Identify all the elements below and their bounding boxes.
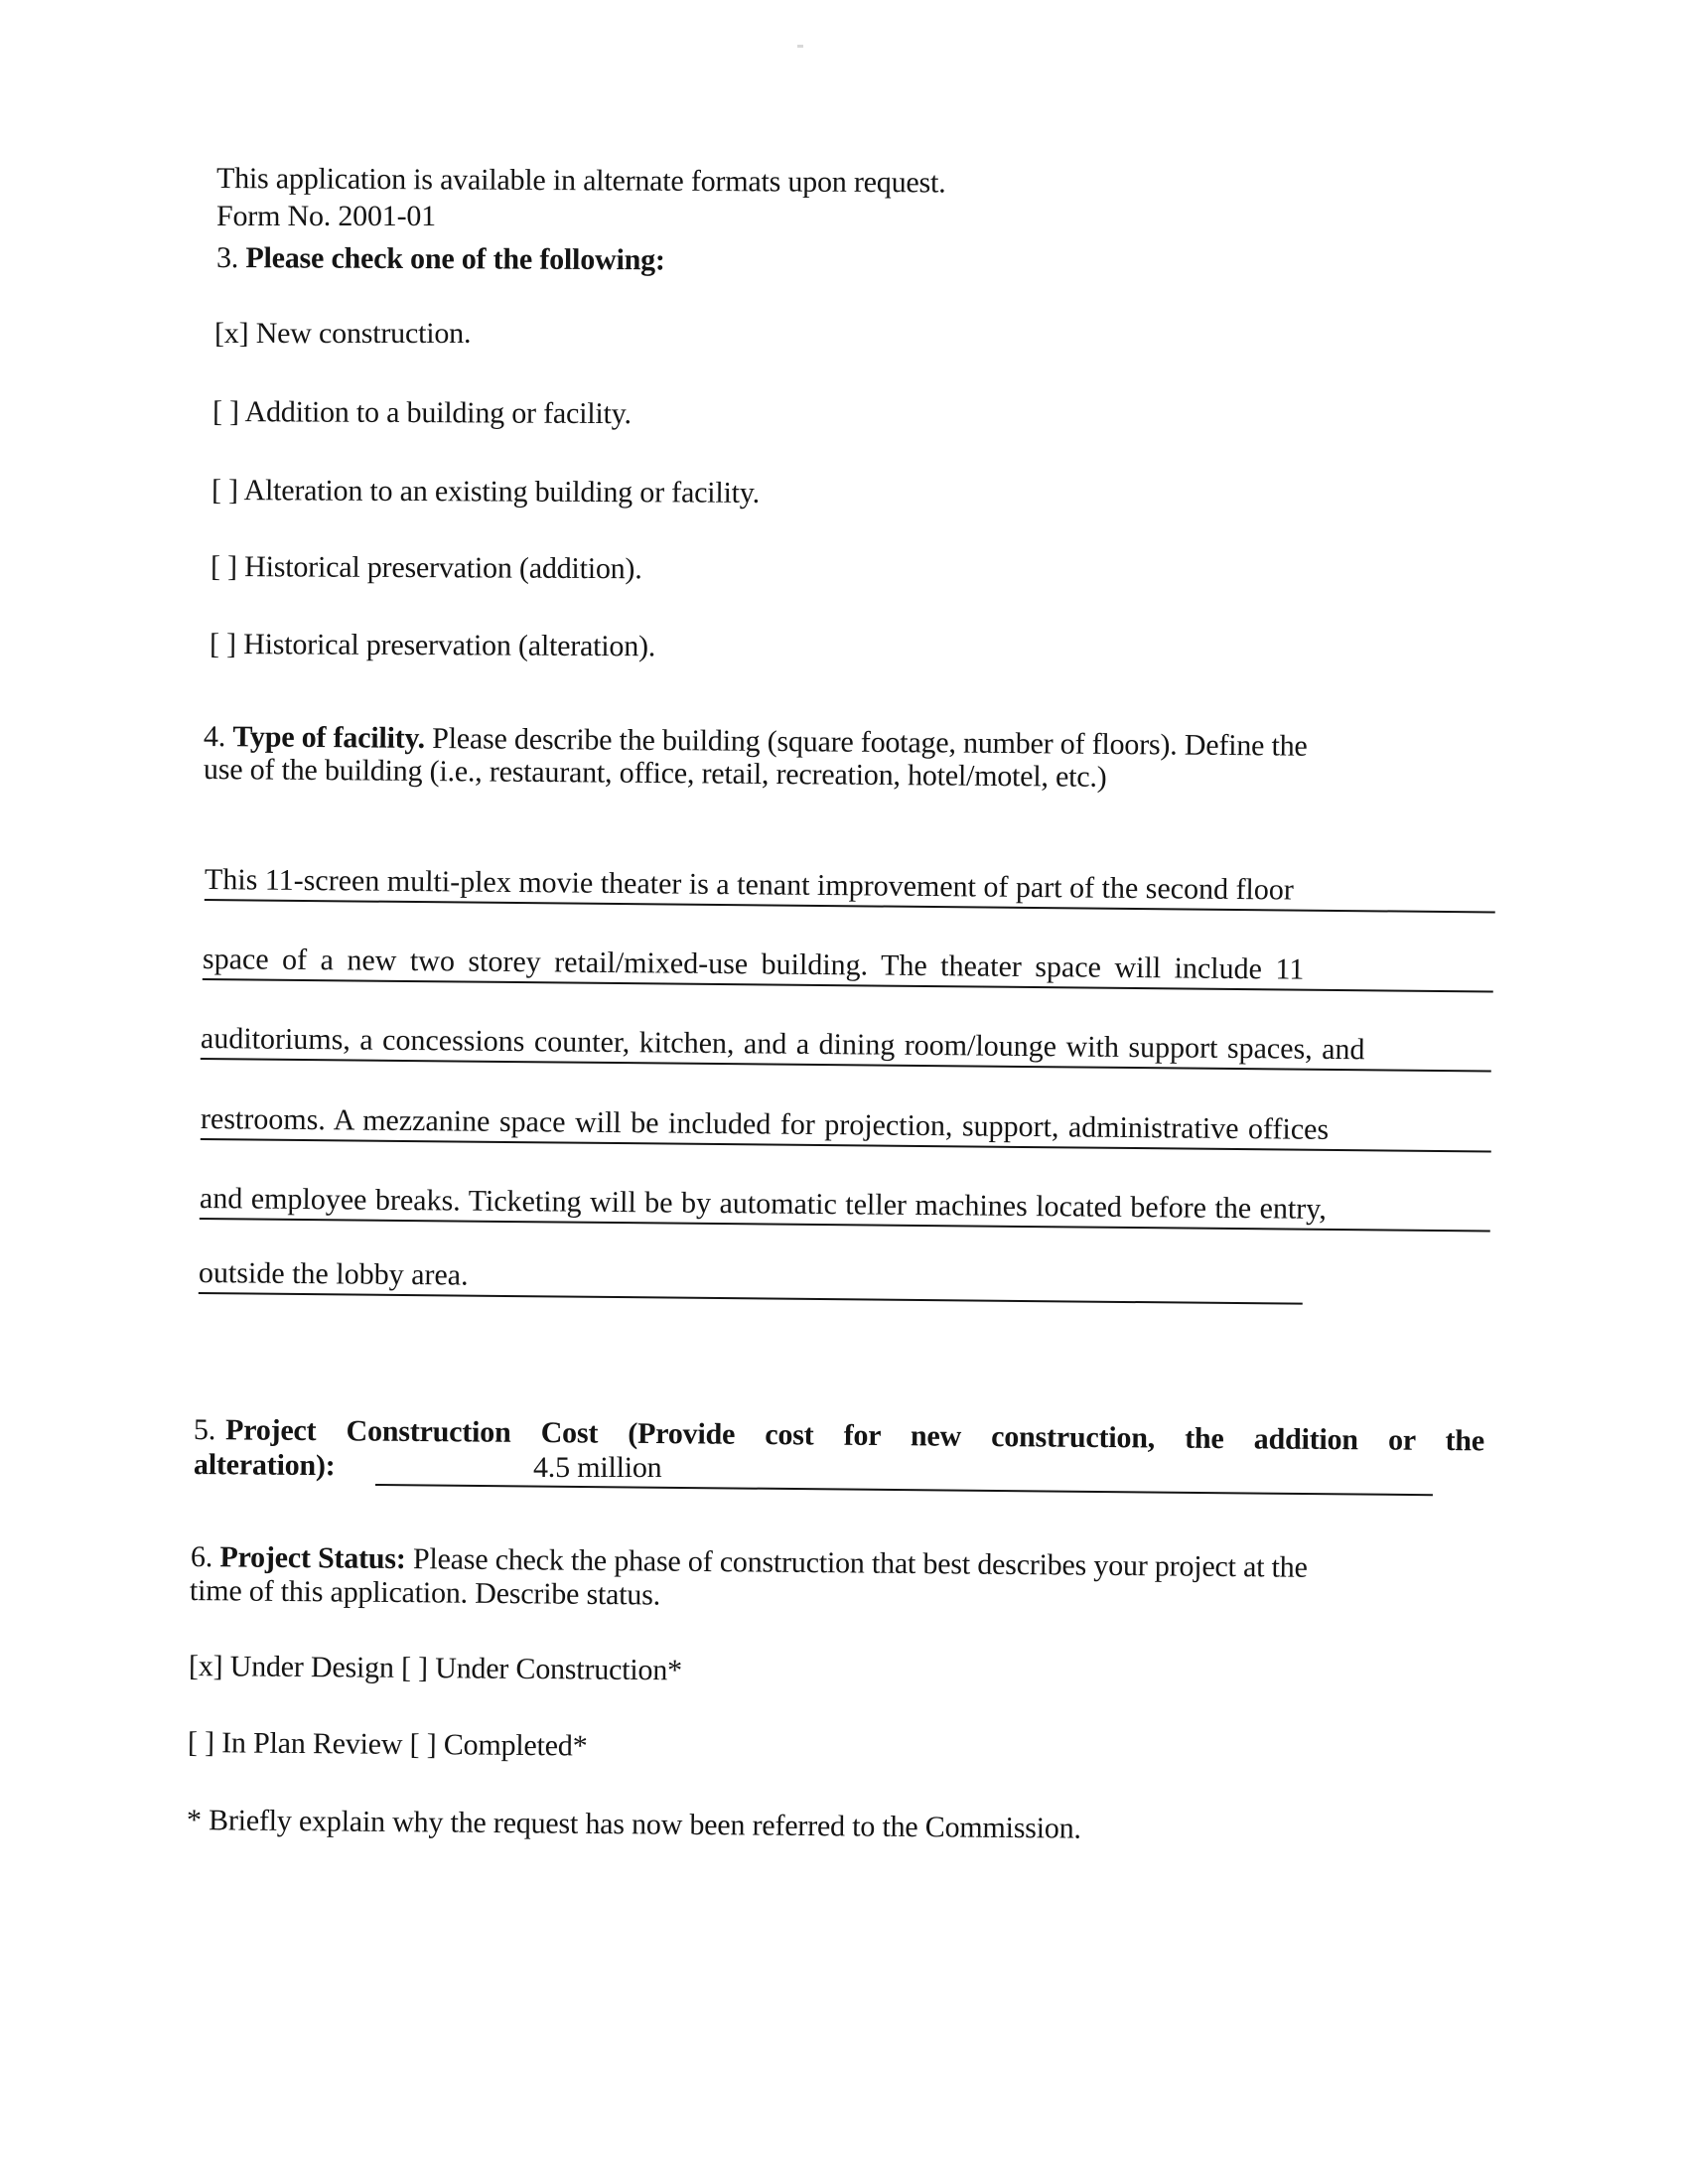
facility-description-line[interactable] (200, 1181, 1490, 1232)
status-options-row1[interactable]: [x] Under Design [ ] Under Construction* (188, 1650, 683, 1687)
option-label: New construction. (255, 317, 472, 350)
section5-title: Project Construction Cost (Provide cost for new construction, the addition or the (224, 1413, 1485, 1458)
option-addition[interactable] (212, 394, 632, 432)
answer-text: auditoriums, a concessions counter, kitchen, and a dining room/lounge with support spaces, and (200, 1022, 1365, 1067)
answer-text: and employee breaks. Ticketing will be by automatic teller machines located before the entry, (199, 1182, 1327, 1226)
status-options-row2[interactable]: [ ] In Plan Review [ ] Completed* (187, 1726, 588, 1763)
availability-note: This application is available in alternate formats upon request. (215, 162, 946, 200)
section6-title: Project Status: (219, 1540, 406, 1576)
section6-number: 6. (190, 1540, 213, 1574)
option-historical-addition[interactable] (211, 549, 642, 587)
section4-prompt-line2: use of the building (i.e., restaurant, office, retail, recreation, hotel/motel, etc.) (203, 753, 1107, 794)
answer-text: space of a new two storey retail/mixed-use building. The theater space will include 11 (202, 943, 1305, 986)
form-number: Form No. 2001-01 (216, 200, 436, 232)
answer-text: outside the lobby area. (198, 1256, 469, 1292)
facility-description-line[interactable] (201, 1021, 1491, 1072)
section5-title-line2 (194, 1447, 336, 1484)
option-new-construction[interactable] (214, 316, 471, 352)
option-label: Historical preservation (alteration). (243, 628, 656, 663)
section4-title: Type of facility. (232, 720, 426, 755)
checkbox-unchecked[interactable]: [ ] (209, 628, 236, 661)
section4-prompt: Please describe the building (square footage, number of floors). Define the (432, 722, 1308, 763)
option-label: Historical preservation (addition). (244, 550, 642, 586)
checkbox-checked[interactable]: [x] (214, 317, 249, 350)
option-alteration[interactable] (211, 473, 760, 511)
facility-description-line[interactable] (205, 862, 1495, 913)
section6-prompt-line2: time of this application. Describe status. (189, 1574, 661, 1612)
section3-heading (216, 240, 665, 278)
checkbox-unchecked[interactable]: [ ] (210, 550, 237, 584)
facility-description-line[interactable] (203, 942, 1493, 992)
section4-number: 4. (203, 720, 226, 754)
section6-prompt: Please check the phase of construction that best describes your project at the (412, 1542, 1308, 1584)
option-label: Alteration to an existing building or facility. (243, 474, 761, 510)
section5-label: alteration): (193, 1448, 336, 1483)
status-footnote: * Briefly explain why the request has now been referred to the Commission. (186, 1804, 1081, 1845)
checkbox-unchecked[interactable]: [ ] (211, 474, 238, 508)
answer-text: This 11-screen multi-plex movie theater is a tenant improvement of part of the second floor (204, 863, 1295, 907)
option-historical-alteration[interactable] (210, 627, 655, 664)
scan-artifact (797, 45, 803, 48)
section5-number: 5. (193, 1413, 216, 1447)
construction-cost-value[interactable]: 4.5 million (533, 1451, 662, 1484)
facility-description-line[interactable] (201, 1101, 1491, 1152)
checkbox-unchecked[interactable]: [ ] (211, 395, 239, 429)
section3-number: 3. (215, 241, 239, 275)
option-label: Addition to a building or facility. (244, 395, 632, 431)
section3-title: Please check one of the following: (245, 241, 665, 277)
facility-description-line[interactable] (199, 1255, 1303, 1305)
answer-text: restrooms. A mezzanine space will be included for projection, support, administrative offices (200, 1102, 1330, 1146)
section5-title-line1 (194, 1412, 1484, 1459)
